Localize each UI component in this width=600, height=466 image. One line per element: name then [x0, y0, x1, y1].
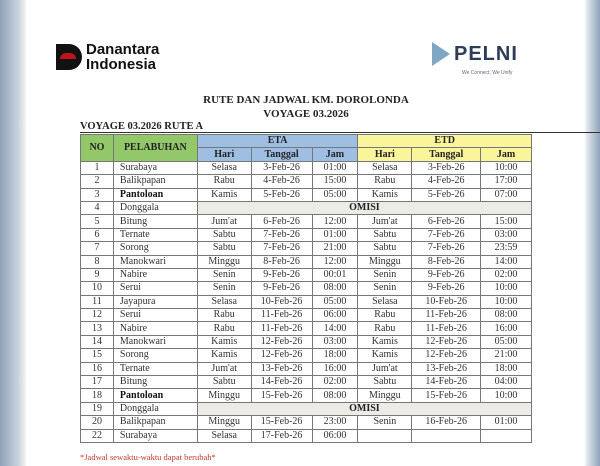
cell-no: 13 [81, 322, 114, 335]
cell-etd-tanggal: 9-Feb-26 [412, 268, 481, 281]
cell-etd-jam: 15:00 [481, 215, 532, 228]
cell-etd-jam: 10:00 [481, 389, 532, 402]
cell-eta-tanggal: 17-Feb-26 [251, 429, 312, 442]
cell-etd-jam: 18:00 [481, 362, 532, 375]
cell-etd-jam: 01:00 [481, 416, 532, 429]
cell-etd-hari: Kamis [358, 188, 412, 201]
table-row [81, 188, 532, 201]
cell-etd-hari: Rabu [358, 175, 412, 188]
table-row [81, 429, 532, 442]
cell-eta-hari: Minggu [197, 255, 251, 268]
table-row [81, 416, 532, 429]
logo-text-line1: Danantara [86, 41, 160, 58]
header-etd-hari: Hari [358, 148, 412, 161]
cell-etd-hari: Jum'at [358, 215, 412, 228]
cell-eta-tanggal: 3-Feb-26 [251, 161, 312, 174]
danantara-mark-icon [56, 44, 82, 70]
cell-eta-jam: 01:00 [312, 228, 358, 241]
cell-eta-tanggal: 15-Feb-26 [251, 416, 312, 429]
cell-etd-hari: Selasa [358, 161, 412, 174]
cell-eta-tanggal: 15-Feb-26 [251, 389, 312, 402]
cell-etd-jam: 03:00 [481, 228, 532, 241]
header-eta-jam: Jam [312, 148, 358, 161]
cell-etd-tanggal: 11-Feb-26 [412, 322, 481, 335]
table-row [81, 282, 532, 295]
cell-eta-jam: 12:00 [312, 255, 358, 268]
cell-etd-tanggal: 16-Feb-26 [412, 416, 481, 429]
cell-etd-tanggal: 5-Feb-26 [412, 188, 481, 201]
cell-port: Balikpapan [113, 175, 197, 188]
cell-eta-jam: 08:00 [312, 282, 358, 295]
cell-etd-jam: 07:00 [481, 188, 532, 201]
table-row [81, 215, 532, 228]
header-etd: ETD [358, 135, 532, 148]
schedule-table [80, 134, 532, 443]
cell-eta-jam: 12:00 [312, 215, 358, 228]
cell-no: 18 [81, 389, 114, 402]
cell-etd-tanggal: 3-Feb-26 [412, 161, 481, 174]
cell-eta-jam: 00:01 [312, 268, 358, 281]
cell-etd-tanggal: 15-Feb-26 [412, 389, 481, 402]
cell-port: Sorong [113, 349, 197, 362]
cell-etd-hari: Kamis [358, 335, 412, 348]
cell-etd-hari: Sabtu [358, 228, 412, 241]
table-row [81, 309, 532, 322]
cell-eta-tanggal: 9-Feb-26 [251, 282, 312, 295]
cell-etd-tanggal: 10-Feb-26 [412, 295, 481, 308]
cell-eta-tanggal: 12-Feb-26 [251, 335, 312, 348]
cell-eta-hari: Rabu [197, 175, 251, 188]
cell-no: 9 [81, 268, 114, 281]
cell-etd-jam: 05:00 [481, 335, 532, 348]
cell-eta-tanggal: 7-Feb-26 [251, 228, 312, 241]
cell-etd-hari: Selasa [358, 295, 412, 308]
cell-etd-hari [358, 429, 412, 442]
table-row [81, 255, 532, 268]
cell-port: Donggala [113, 201, 197, 214]
cell-port: Bitung [113, 215, 197, 228]
cell-etd-jam: 08:00 [481, 309, 532, 322]
cell-etd-tanggal: 13-Feb-26 [412, 362, 481, 375]
cell-no: 7 [81, 242, 114, 255]
cell-port: Manokwari [113, 255, 197, 268]
cell-etd-tanggal: 14-Feb-26 [412, 376, 481, 389]
cell-etd-tanggal: 8-Feb-26 [412, 255, 481, 268]
cell-etd-hari: Kamis [358, 349, 412, 362]
cell-eta-tanggal: 9-Feb-26 [251, 268, 312, 281]
cell-eta-tanggal: 12-Feb-26 [251, 349, 312, 362]
table-row [81, 295, 532, 308]
cell-eta-tanggal: 4-Feb-26 [251, 175, 312, 188]
table-row [81, 322, 532, 335]
cell-port: Surabaya [113, 429, 197, 442]
cell-port: Ternate [113, 228, 197, 241]
header-no: NO [81, 135, 114, 162]
cell-port: Balikpapan [113, 416, 197, 429]
cell-eta-hari: Sabtu [197, 376, 251, 389]
cell-no: 22 [81, 429, 114, 442]
table-row [81, 362, 532, 375]
cell-no: 5 [81, 215, 114, 228]
cell-etd-tanggal [412, 429, 481, 442]
header-etd-tanggal: Tanggal [412, 148, 481, 161]
pelni-text: PELNI [454, 42, 518, 65]
header-etd-jam: Jam [481, 148, 532, 161]
cell-no: 11 [81, 295, 114, 308]
cell-eta-hari: Jum'at [197, 362, 251, 375]
pelni-mark-icon [432, 42, 450, 66]
cell-eta-hari: Sabtu [197, 242, 251, 255]
cell-port: Serui [113, 282, 197, 295]
table-row [81, 389, 532, 402]
cell-eta-jam: 01:00 [312, 161, 358, 174]
cell-no: 6 [81, 228, 114, 241]
table-row [81, 242, 532, 255]
table-row [81, 402, 532, 415]
cell-etd-jam: 02:00 [481, 268, 532, 281]
table-row [81, 376, 532, 389]
cell-eta-jam: 06:00 [312, 429, 358, 442]
cell-no: 15 [81, 349, 114, 362]
cell-no: 12 [81, 309, 114, 322]
cell-eta-hari: Minggu [197, 389, 251, 402]
cell-etd-hari: Minggu [358, 255, 412, 268]
cell-etd-jam: 16:00 [481, 322, 532, 335]
cell-no: 3 [81, 188, 114, 201]
table-row [81, 228, 532, 241]
cell-eta-jam: 08:00 [312, 389, 358, 402]
cell-etd-hari: Senin [358, 268, 412, 281]
cell-eta-hari: Kamis [197, 349, 251, 362]
cell-eta-hari: Rabu [197, 322, 251, 335]
table-row [81, 349, 532, 362]
cell-etd-tanggal: 7-Feb-26 [412, 228, 481, 241]
cell-etd-hari: Sabtu [358, 242, 412, 255]
cell-no: 10 [81, 282, 114, 295]
cell-etd-jam: 10:00 [481, 282, 532, 295]
section-label: VOYAGE 03.2026 RUTE A [80, 121, 204, 132]
header-port: PELABUHAN [113, 135, 197, 162]
cell-eta-jam: 05:00 [312, 295, 358, 308]
cell-eta-hari: Kamis [197, 188, 251, 201]
cell-eta-jam: 02:00 [312, 376, 358, 389]
cell-eta-jam: 05:00 [312, 188, 358, 201]
table-row [81, 268, 532, 281]
cell-etd-hari: Jum'at [358, 362, 412, 375]
cell-eta-hari: Sabtu [197, 228, 251, 241]
cell-omisi: OMISI [197, 402, 531, 415]
cell-eta-tanggal: 14-Feb-26 [251, 376, 312, 389]
divider [80, 132, 600, 133]
cell-etd-hari: Senin [358, 416, 412, 429]
cell-eta-tanggal: 11-Feb-26 [251, 309, 312, 322]
cell-etd-hari: Minggu [358, 389, 412, 402]
cell-etd-hari: Rabu [358, 322, 412, 335]
cell-etd-tanggal: 12-Feb-26 [412, 349, 481, 362]
table-row [81, 201, 532, 214]
cell-eta-jam: 03:00 [312, 335, 358, 348]
cell-no: 8 [81, 255, 114, 268]
cell-eta-hari: Rabu [197, 309, 251, 322]
cell-port: Jayapura [113, 295, 197, 308]
cell-etd-jam [481, 429, 532, 442]
cell-etd-hari: Senin [358, 282, 412, 295]
cell-etd-hari: Sabtu [358, 376, 412, 389]
cell-eta-jam: 21:00 [312, 242, 358, 255]
cell-eta-tanggal: 11-Feb-26 [251, 322, 312, 335]
disclaimer-note: *Jadwal sewaktu-waktu dapat berubah* [80, 452, 216, 462]
cell-etd-jam: 21:00 [481, 349, 532, 362]
cell-etd-tanggal: 4-Feb-26 [412, 175, 481, 188]
cell-eta-hari: Jum'at [197, 215, 251, 228]
cell-etd-tanggal: 12-Feb-26 [412, 335, 481, 348]
cell-no: 2 [81, 175, 114, 188]
cell-eta-jam: 18:00 [312, 349, 358, 362]
cell-etd-tanggal: 9-Feb-26 [412, 282, 481, 295]
cell-port: Ternate [113, 362, 197, 375]
cell-no: 14 [81, 335, 114, 348]
cell-eta-hari: Senin [197, 282, 251, 295]
cell-eta-hari: Kamis [197, 335, 251, 348]
header-eta-tanggal: Tanggal [251, 148, 312, 161]
cell-etd-tanggal: 11-Feb-26 [412, 309, 481, 322]
cell-eta-hari: Selasa [197, 161, 251, 174]
cell-port: Pantoloan [113, 389, 197, 402]
pelni-tagline: We Connect, We Unify [462, 70, 513, 76]
cell-port: Sorong [113, 242, 197, 255]
cell-eta-jam: 23:00 [312, 416, 358, 429]
cell-eta-jam: 06:00 [312, 309, 358, 322]
cell-etd-jam: 10:00 [481, 161, 532, 174]
danantara-logo [56, 42, 159, 72]
cell-port: Manokwari [113, 335, 197, 348]
cell-etd-jam: 10:00 [481, 295, 532, 308]
header-eta-hari: Hari [197, 148, 251, 161]
cell-eta-hari: Selasa [197, 295, 251, 308]
cell-no: 17 [81, 376, 114, 389]
cell-eta-tanggal: 10-Feb-26 [251, 295, 312, 308]
cell-port: Serui [113, 309, 197, 322]
photo-edge-left [0, 0, 26, 466]
cell-eta-tanggal: 13-Feb-26 [251, 362, 312, 375]
cell-eta-jam: 15:00 [312, 175, 358, 188]
cell-eta-tanggal: 8-Feb-26 [251, 255, 312, 268]
cell-etd-tanggal: 7-Feb-26 [412, 242, 481, 255]
cell-etd-jam: 17:00 [481, 175, 532, 188]
cell-eta-hari: Selasa [197, 429, 251, 442]
cell-port: Pantoloan [113, 188, 197, 201]
cell-port: Nabire [113, 268, 197, 281]
cell-port: Donggala [113, 402, 197, 415]
header-eta: ETA [197, 135, 358, 148]
cell-eta-tanggal: 6-Feb-26 [251, 215, 312, 228]
cell-no: 16 [81, 362, 114, 375]
cell-port: Bitung [113, 376, 197, 389]
cell-no: 20 [81, 416, 114, 429]
logo-text-line2: Indonesia [86, 56, 157, 73]
cell-port: Nabire [113, 322, 197, 335]
document-title: RUTE DAN JADWAL KM. DOROLONDA [203, 94, 409, 106]
document-subtitle: VOYAGE 03.2026 [263, 108, 349, 120]
cell-etd-jam: 23:59 [481, 242, 532, 255]
cell-eta-tanggal: 5-Feb-26 [251, 188, 312, 201]
cell-eta-hari: Senin [197, 268, 251, 281]
cell-eta-jam: 14:00 [312, 322, 358, 335]
cell-etd-jam: 14:00 [481, 255, 532, 268]
table-row [81, 175, 532, 188]
pelni-logo [432, 42, 518, 76]
cell-etd-hari: Rabu [358, 309, 412, 322]
cell-no: 19 [81, 402, 114, 415]
cell-etd-jam: 04:00 [481, 376, 532, 389]
table-row [81, 161, 532, 174]
table-row [81, 335, 532, 348]
cell-etd-tanggal: 6-Feb-26 [412, 215, 481, 228]
cell-omisi: OMISI [197, 201, 531, 214]
cell-port: Surabaya [113, 161, 197, 174]
cell-no: 1 [81, 161, 114, 174]
cell-eta-hari: Minggu [197, 416, 251, 429]
cell-no: 4 [81, 201, 114, 214]
photo-edge-right [584, 0, 600, 466]
cell-eta-jam: 16:00 [312, 362, 358, 375]
cell-eta-tanggal: 7-Feb-26 [251, 242, 312, 255]
